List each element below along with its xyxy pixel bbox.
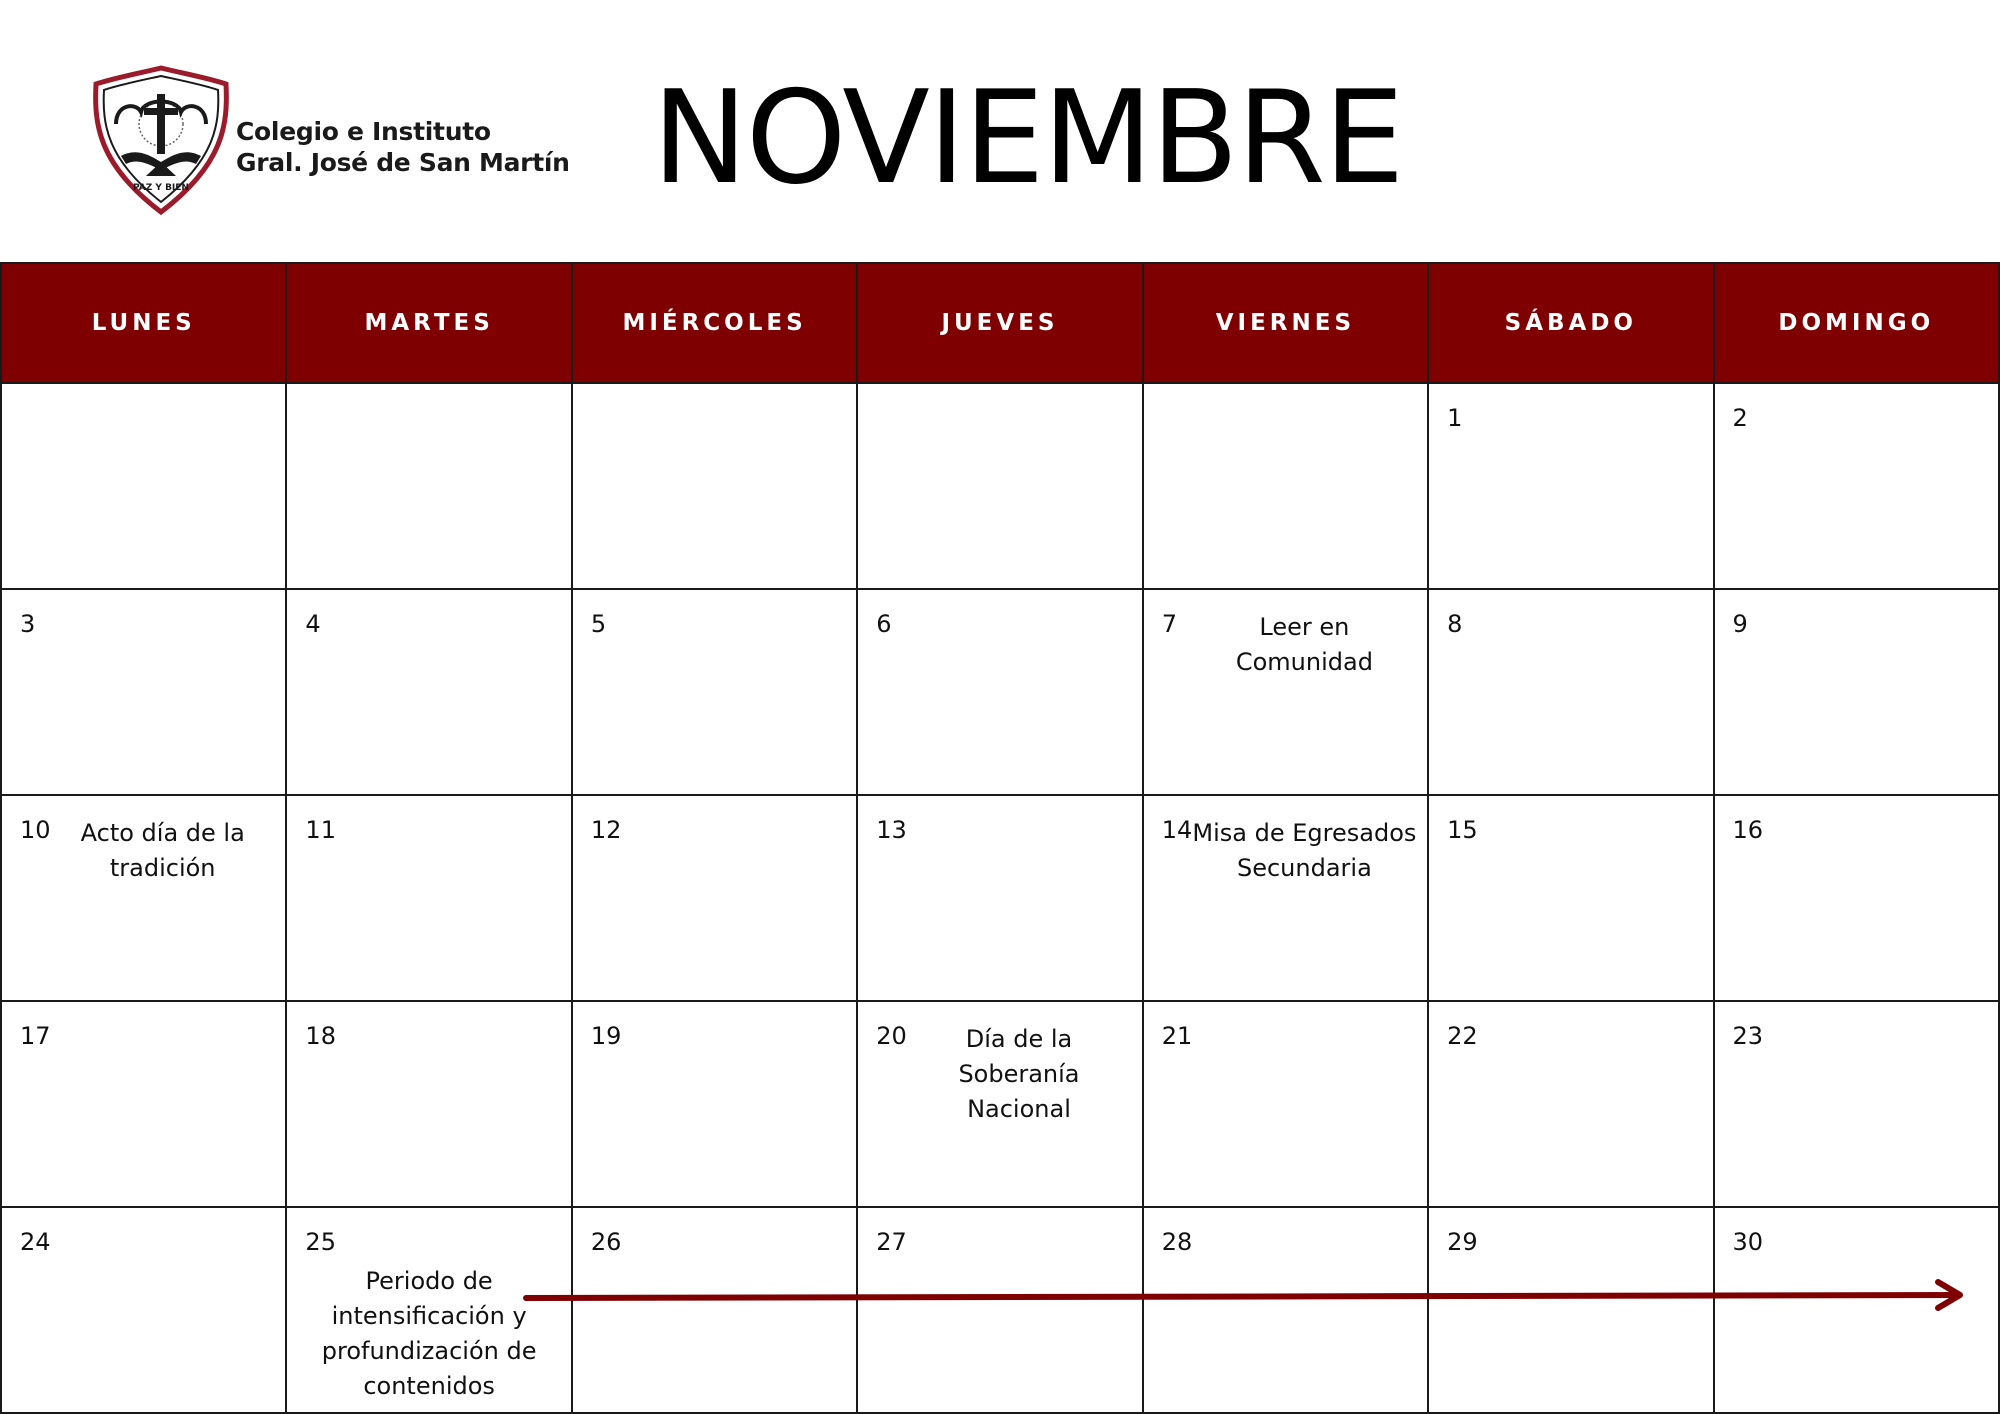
calendar-day-cell xyxy=(1143,1207,1428,1413)
day-number: 15 xyxy=(1447,816,1478,844)
weekday-jueves: JUEVES xyxy=(857,263,1142,383)
day-number: 18 xyxy=(305,1022,336,1050)
day-number: 11 xyxy=(305,816,336,844)
school-name-line1: Colegio e Instituto xyxy=(236,117,491,146)
day-number: 17 xyxy=(20,1022,51,1050)
school-crest-logo xyxy=(86,64,236,216)
day-number: 29 xyxy=(1447,1228,1478,1256)
weekday-martes: MARTES xyxy=(286,263,571,383)
day-number: 28 xyxy=(1161,1228,1193,1256)
calendar-day-cell xyxy=(1428,589,1713,795)
day-event: Periodo de intensificación y profundización de contenidos xyxy=(321,1267,537,1400)
day-number: 13 xyxy=(876,816,907,844)
day-number: 26 xyxy=(590,1228,622,1256)
calendar-day-cell xyxy=(1714,1207,1999,1413)
day-number: 27 xyxy=(876,1228,907,1256)
weekday-lunes: LUNES xyxy=(1,263,286,383)
day-number: 24 xyxy=(20,1228,51,1256)
calendar-week-row xyxy=(1,1001,1999,1207)
day-number: 30 xyxy=(1732,1228,1764,1256)
calendar-day-cell xyxy=(286,383,571,589)
day-number: 1 xyxy=(1447,404,1463,432)
day-number: 19 xyxy=(590,1022,622,1050)
calendar-body xyxy=(1,383,1999,1413)
calendar-day-cell xyxy=(1714,1001,1999,1207)
calendar-day-cell xyxy=(1714,383,1999,589)
weekday-header-row xyxy=(1,263,1999,383)
calendar-day-cell xyxy=(857,1001,1142,1207)
weekday-domingo: DOMINGO xyxy=(1714,263,1999,383)
calendar-day-cell xyxy=(1143,795,1428,1001)
day-number: 10 xyxy=(20,816,51,844)
day-event: Acto día de la tradición xyxy=(80,819,245,882)
calendar-day-cell xyxy=(1,383,286,589)
calendar-day-cell xyxy=(1428,795,1713,1001)
school-name xyxy=(236,116,570,178)
day-number: 12 xyxy=(590,816,622,844)
day-number: 3 xyxy=(20,610,36,638)
calendar-day-cell xyxy=(1714,589,1999,795)
weekday-miercoles: MIÉRCOLES xyxy=(572,263,857,383)
calendar-day-cell xyxy=(1143,383,1428,589)
calendar-day-cell xyxy=(1428,1001,1713,1207)
weekday-sabado: SÁBADO xyxy=(1428,263,1713,383)
calendar-day-cell xyxy=(572,1207,857,1413)
day-number: 5 xyxy=(590,610,607,638)
day-number: 22 xyxy=(1447,1022,1478,1050)
calendar-day-cell xyxy=(286,795,571,1001)
calendar-day-cell xyxy=(286,1001,571,1207)
calendar-week-row xyxy=(1,795,1999,1001)
calendar-day-cell xyxy=(286,1207,571,1413)
logo-motto: PAZ Y BIEN xyxy=(133,183,189,193)
calendar-week-row xyxy=(1,383,1999,589)
day-event: Día de la Soberanía Nacional xyxy=(958,1025,1080,1123)
day-number: 23 xyxy=(1732,1022,1764,1050)
day-number: 4 xyxy=(305,610,321,638)
calendar-day-cell xyxy=(572,795,857,1001)
calendar-day-cell xyxy=(572,589,857,795)
calendar-day-cell xyxy=(1,589,286,795)
month-title: NOVIEMBRE xyxy=(652,64,1403,213)
page-header xyxy=(0,0,2000,262)
calendar-day-cell xyxy=(1714,795,1999,1001)
calendar-day-cell xyxy=(1428,383,1713,589)
day-number: 16 xyxy=(1732,816,1764,844)
day-number: 6 xyxy=(876,610,892,638)
calendar-day-cell xyxy=(572,383,857,589)
weekday-viernes: VIERNES xyxy=(1143,263,1428,383)
day-event: Misa de Egresados Secundaria xyxy=(1192,819,1417,882)
school-name-line2: Gral. José de San Martín xyxy=(236,148,570,177)
calendar-day-cell xyxy=(1143,1001,1428,1207)
calendar-week-row xyxy=(1,589,1999,795)
calendar-day-cell xyxy=(1428,1207,1713,1413)
calendar-day-cell xyxy=(857,795,1142,1001)
calendar-day-cell xyxy=(857,1207,1142,1413)
calendar-day-cell xyxy=(1,795,286,1001)
day-number: 21 xyxy=(1161,1022,1193,1050)
day-number: 2 xyxy=(1732,404,1748,432)
calendar-day-cell xyxy=(572,1001,857,1207)
calendar-day-cell xyxy=(1,1001,286,1207)
calendar-week-row xyxy=(1,1207,1999,1413)
calendar-grid xyxy=(0,262,2000,1414)
calendar-day-cell xyxy=(286,589,571,795)
day-number: 7 xyxy=(1161,610,1177,638)
calendar-day-cell xyxy=(857,589,1142,795)
day-number: 25 xyxy=(305,1228,336,1256)
day-event: Leer en Comunidad xyxy=(1235,613,1373,676)
day-number: 8 xyxy=(1447,610,1463,638)
day-number: 14 xyxy=(1161,816,1193,844)
calendar-day-cell xyxy=(857,383,1142,589)
day-number: 20 xyxy=(876,1022,907,1050)
day-number: 9 xyxy=(1732,610,1748,638)
calendar-day-cell xyxy=(1143,589,1428,795)
calendar-day-cell xyxy=(1,1207,286,1413)
